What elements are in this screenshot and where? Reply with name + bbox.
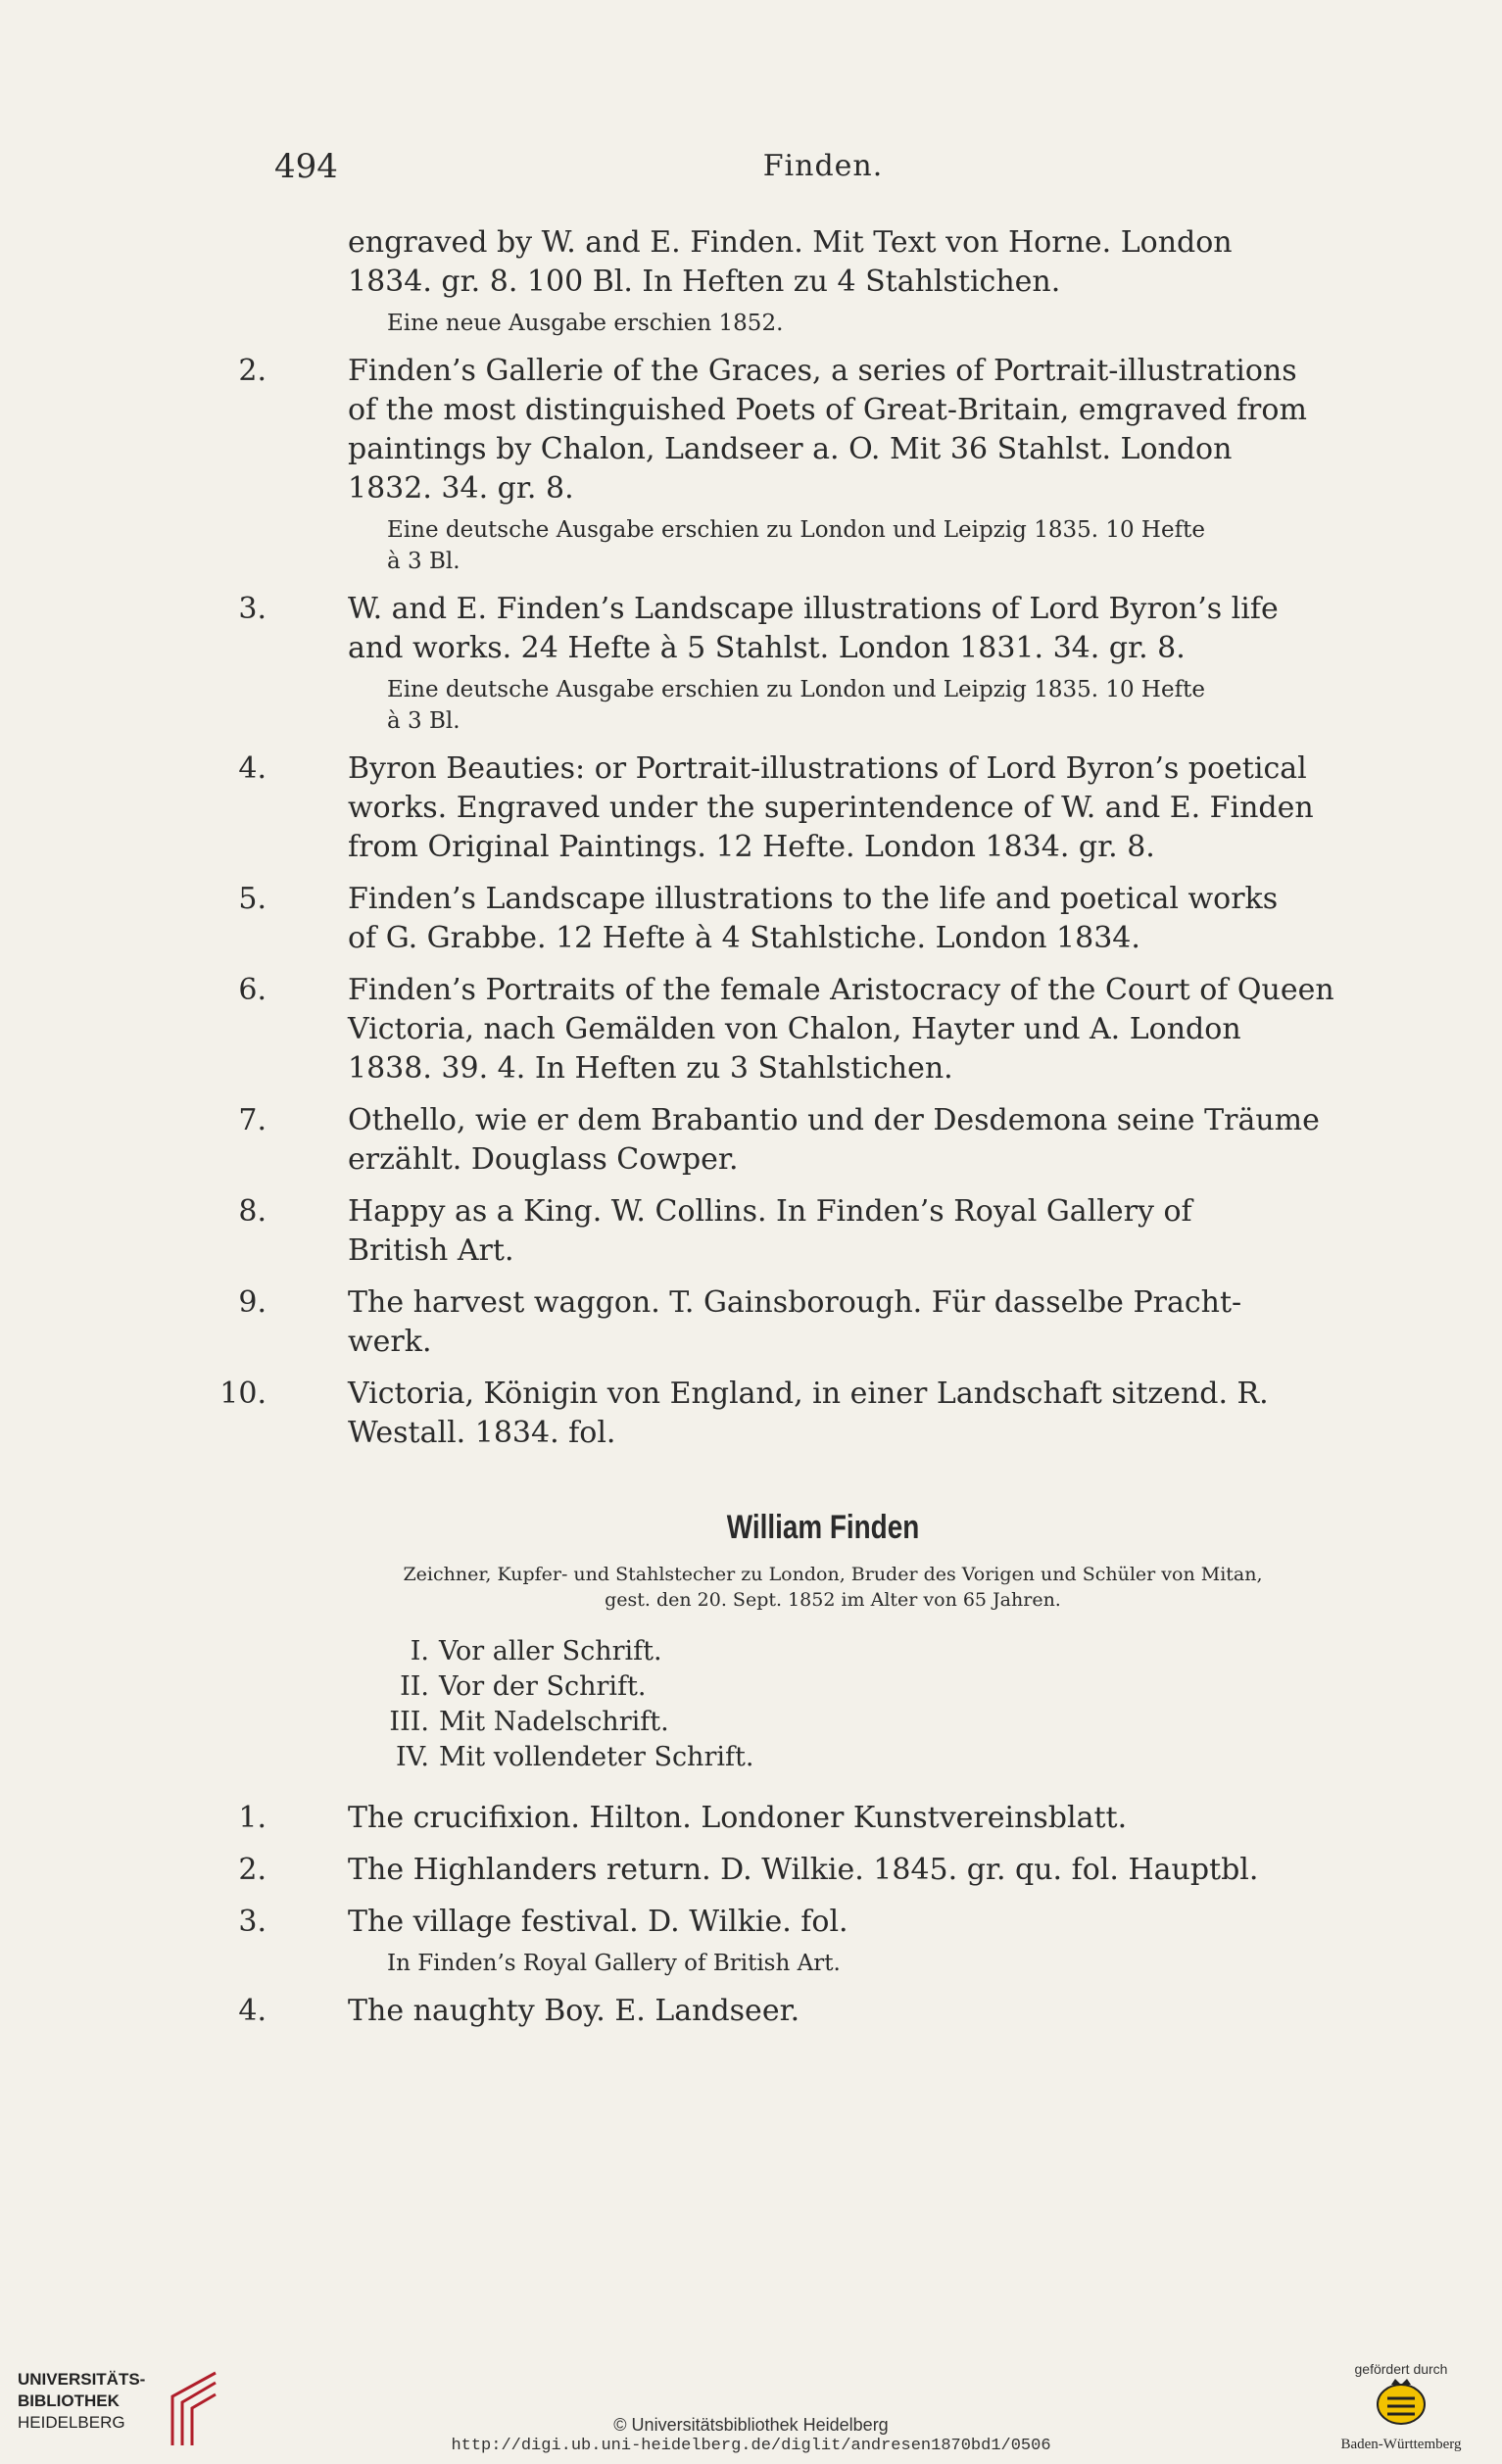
entry-note [274, 1948, 1372, 1979]
entry-line: The Highlanders return. D. Wilkie. 1845. gr. qu. fol. Hauptbl. [348, 1853, 1259, 1887]
note-line: In Finden’s Royal Gallery of British Art. [387, 1951, 841, 1976]
entry-line: The naughty Boy. E. Landseer. [348, 1994, 800, 2028]
print-state-item [382, 1669, 753, 1705]
entry-line: 1832. 34. gr. 8. [348, 471, 574, 506]
catalog-entry [238, 749, 1372, 867]
print-state-item [382, 1705, 753, 1740]
funding-logo [1308, 2361, 1494, 2453]
catalog-entry [238, 1192, 1372, 1271]
entry-number: 3. [238, 1905, 266, 1939]
entry-number: 10. [219, 1377, 266, 1411]
entry-line: of G. Grabbe. 12 Hefte à 4 Stahlstiche. London 1834. [348, 921, 1140, 955]
bio-line: Zeichner, Kupfer- und Stahlstecher zu London, Bruder des Vorigen und Schüler von Mitan, [403, 1564, 1263, 1585]
entry-line: of the most distinguished Poets of Great-Britain, emgraved from [348, 393, 1307, 427]
entry-line: Finden’s Portraits of the female Aristocracy of the Court of Queen [348, 973, 1334, 1007]
entry-number: 5. [238, 882, 266, 916]
entry-line: erzählt. Douglass Cowper. [348, 1142, 739, 1177]
entry-number: 4. [238, 1994, 266, 2028]
entry-line: Westall. 1834. fol. [348, 1416, 616, 1450]
print-state-text: Vor der Schrift. [439, 1671, 647, 1702]
catalog-entry [238, 352, 1372, 577]
catalog-entry [238, 1992, 1372, 2031]
print-state-number: III. [389, 1707, 429, 1737]
entry-line: paintings by Chalon, Landseer a. O. Mit 36 Stahlst. London [348, 432, 1233, 466]
entry-line: W. and E. Finden’s Landscape illustrations of Lord Byron’s life [348, 592, 1279, 626]
entry-line: The village festival. D. Wilkie. fol. [348, 1905, 848, 1939]
entry-line: Othello, wie er dem Brabantio und der Desdemona seine Träume [348, 1103, 1320, 1137]
entry-line: Victoria, Königin von England, in einer Landschaft sitzend. R. [348, 1377, 1269, 1411]
footer-credits [0, 2414, 1502, 2457]
entry-number: 2. [238, 1853, 266, 1887]
entry-line: The crucifixion. Hilton. Londoner Kunstvereinsblatt. [348, 1801, 1128, 1835]
entry-number: 2. [238, 354, 266, 388]
permalink[interactable]: http://digi.ub.uni-heidelberg.de/diglit/andresen1870bd1/0506 [451, 2437, 1051, 2455]
catalog-entry [238, 1283, 1372, 1362]
bio-line: gest. den 20. Sept. 1852 im Alter von 65 Jahren. [605, 1589, 1061, 1611]
section-title: William Finden [726, 1509, 920, 1546]
entry-line: Victoria, nach Gemälden von Chalon, Hayter und A. London [348, 1012, 1241, 1046]
note-line: à 3 Bl. [387, 708, 460, 734]
entry-line: engraved by W. and E. Finden. Mit Text von Horne. London [348, 225, 1233, 260]
catalog-entry [238, 1903, 1372, 1979]
running-title: Finden. [762, 149, 884, 183]
entry-number: 3. [238, 592, 266, 626]
catalog-entry [238, 1101, 1372, 1180]
page-number: 494 [274, 147, 338, 186]
entry-number: 4. [238, 751, 266, 786]
print-state-number: II. [400, 1671, 429, 1702]
catalog-entry [238, 1799, 1372, 1838]
entries-block-1 [219, 223, 1372, 1466]
catalog-entry [238, 971, 1372, 1088]
library-name-line: BIBLIOTHEK [18, 2392, 120, 2410]
entry-line: British Art. [348, 1233, 514, 1268]
entry-line: The harvest waggon. T. Gainsborough. Für dasselbe Pracht- [348, 1285, 1242, 1320]
entry-number: 8. [238, 1194, 266, 1229]
entry-line: and works. 24 Hefte à 5 Stahlst. London 1831. 34. gr. 8. [348, 631, 1186, 665]
entry-line: Finden’s Landscape illustrations to the life and poetical works [348, 882, 1279, 916]
library-name-line: HEIDELBERG [18, 2413, 125, 2432]
print-state-text: Mit Nadelschrift. [439, 1707, 669, 1737]
entry-number: 7. [238, 1103, 266, 1137]
entry-line: works. Engraved under the superintendence of W. and E. Finden [348, 791, 1314, 825]
copyright-text: © Universitätsbibliothek Heidelberg [613, 2415, 889, 2435]
entry-number: 6. [238, 973, 266, 1007]
entry-line: 1834. gr. 8. 100 Bl. In Heften zu 4 Stahlstichen. [348, 265, 1061, 299]
print-state-text: Mit vollendeter Schrift. [439, 1742, 754, 1772]
entry-note [274, 308, 1372, 339]
entry-line: Finden’s Gallerie of the Graces, a series of Portrait-illustrations [348, 354, 1297, 388]
entry-line: from Original Paintings. 12 Hefte. London 1834. gr. 8. [348, 830, 1155, 864]
entries-block-2 [238, 1799, 1372, 2044]
note-line: Eine deutsche Ausgabe erschien zu London und Leipzig 1835. 10 Hefte [387, 677, 1205, 702]
state-name: Baden-Württemberg [1340, 2437, 1462, 2452]
catalog-entry [238, 590, 1372, 737]
entry-note [274, 674, 1372, 737]
print-state-number: IV. [395, 1742, 429, 1772]
funded-by-text: gefördert durch [1354, 2361, 1448, 2377]
catalog-entry [238, 1851, 1372, 1890]
entry-line: 1838. 39. 4. In Heften zu 3 Stahlstichen. [348, 1051, 953, 1086]
print-state-number: I. [410, 1636, 429, 1667]
note-line: Eine neue Ausgabe erschien 1852. [387, 311, 784, 336]
entry-note [274, 514, 1372, 577]
catalog-entry [238, 880, 1372, 958]
coat-of-arms-icon [1374, 2377, 1429, 2428]
page-header [274, 147, 1372, 196]
print-state-text: Vor aller Schrift. [439, 1636, 662, 1667]
print-state-item [382, 1740, 753, 1775]
entry-number: 1. [238, 1801, 266, 1835]
entry-line: werk. [348, 1325, 432, 1359]
library-name-line: UNIVERSITÄTS- [18, 2370, 146, 2389]
print-state-item [382, 1634, 753, 1669]
print-states-list [382, 1634, 753, 1775]
catalog-entry [219, 1375, 1372, 1453]
note-line: à 3 Bl. [387, 549, 460, 574]
catalog-entry [274, 223, 1372, 339]
entry-number: 9. [238, 1285, 266, 1320]
note-line: Eine deutsche Ausgabe erschien zu London und Leipzig 1835. 10 Hefte [387, 517, 1205, 543]
entry-line: Byron Beauties: or Portrait-illustrations of Lord Byron’s poetical [348, 751, 1307, 786]
entry-line: Happy as a King. W. Collins. In Finden’s Royal Gallery of [348, 1194, 1192, 1229]
artist-bio [304, 1562, 1362, 1613]
